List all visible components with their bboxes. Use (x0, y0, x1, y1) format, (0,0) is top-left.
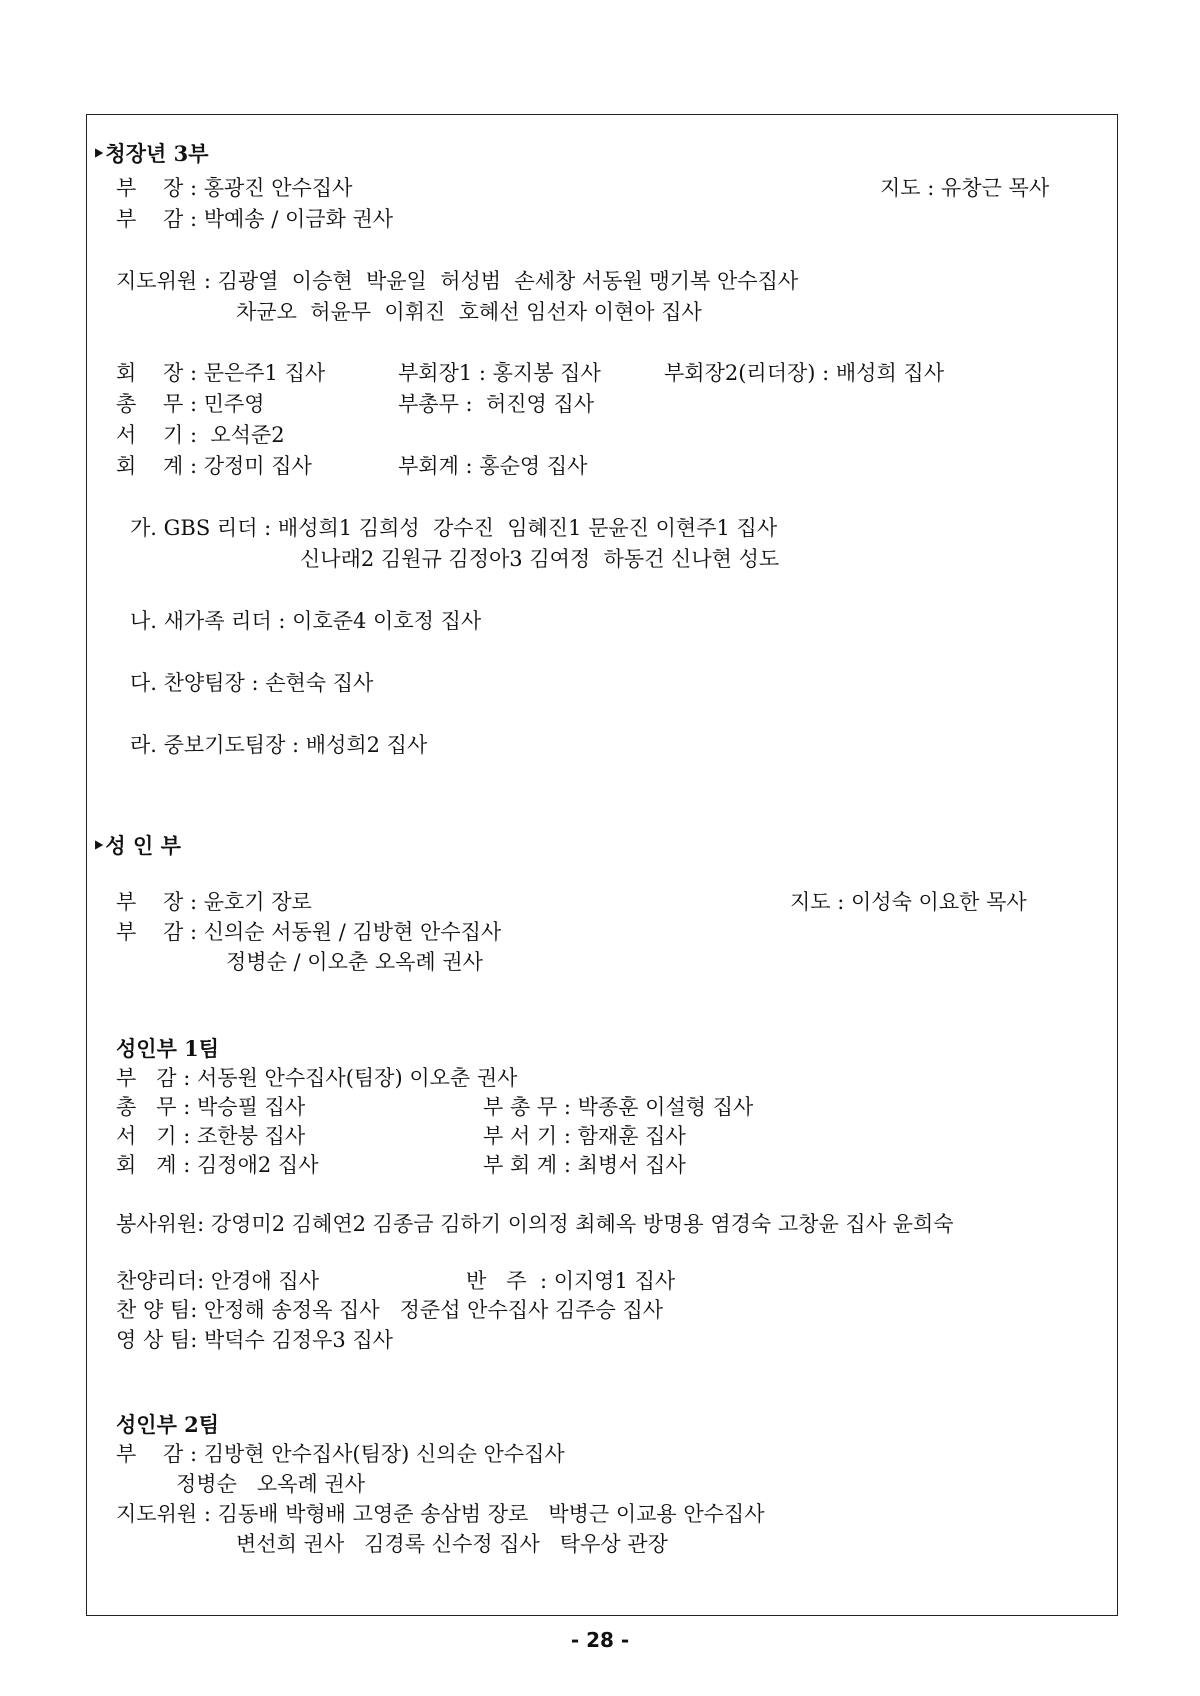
vice-president-1: 부회장1 : 홍지봉 집사 (398, 361, 601, 385)
adult-supervisor-line1: 부 감 : 신의순 서동원 / 김방현 안수집사 (116, 920, 502, 944)
team1-treasurer: 회 계 : 김정애2 집사 (116, 1153, 319, 1177)
advisors-line2: 차균오 허윤무 이휘진 호혜선 임선자 이현아 집사 (236, 300, 702, 324)
adult-pastor-guide: 지도 : 이성숙 이요한 목사 (790, 890, 1027, 914)
team1-video-team: 영 상 팀: 박덕수 김정우3 집사 (116, 1328, 393, 1352)
praise-team-leader: 다. 찬양팀장 : 손현숙 집사 (130, 671, 374, 695)
team2-advisors-line2: 변선희 권사 김경록 신수정 집사 탁우상 관장 (236, 1532, 668, 1556)
general-affairs: 총 무 : 민주영 (116, 392, 265, 416)
team1-service-members: 봉사위원: 강영미2 김혜연2 김종금 김하기 이의정 최혜옥 방명용 염경숙 고창윤 집사 윤희숙 (116, 1212, 954, 1236)
team1-praise-team: 찬 양 팀: 안정해 송정옥 집사 정준섭 안수집사 김주승 집사 (116, 1298, 664, 1322)
new-family-leaders: 나. 새가족 리더 : 이호준4 이호정 집사 (130, 609, 482, 633)
team1-vice-secretary: 부 서 기 : 함재훈 집사 (483, 1124, 686, 1148)
adult-supervisor-line2: 정병순 / 이오춘 오옥례 권사 (226, 950, 483, 974)
team1-secretary: 서 기 : 조한붕 집사 (116, 1124, 306, 1148)
treasurer: 회 계 : 강정미 집사 (116, 454, 312, 478)
page-frame (86, 114, 1118, 1616)
team1-vice-general-affairs: 부 총 무 : 박종훈 이설형 집사 (483, 1095, 754, 1119)
vice-general-affairs: 부총무 : 허진영 집사 (398, 392, 595, 416)
gbs-leaders-line2: 신나래2 김원규 김정아3 김여정 하동건 신나현 성도 (300, 547, 780, 571)
adult-dept-head: 부 장 : 윤호기 장로 (116, 890, 312, 914)
team1-general-affairs: 총 무 : 박승필 집사 (116, 1095, 306, 1119)
section-title-youth3: ‣청장년 3부 (92, 141, 209, 166)
team2-supervisor-line2: 정병순 오옥례 권사 (176, 1472, 365, 1496)
pastor-guide: 지도 : 유창근 목사 (880, 176, 1050, 200)
secretary: 서 기 : 오석준2 (116, 423, 285, 447)
dept-supervisor: 부 감 : 박예송 / 이금화 권사 (116, 207, 394, 231)
section-title-adult: ‣성 인 부 (92, 833, 181, 858)
intercession-team-leader: 라. 중보기도팀장 : 배성희2 집사 (130, 733, 428, 757)
team2-supervisor-line1: 부 감 : 김방현 안수집사(팀장) 신의순 안수집사 (116, 1442, 565, 1466)
team1-title: 성인부 1팀 (116, 1036, 220, 1061)
team1-vice-treasurer: 부 회 계 : 최병서 집사 (483, 1153, 686, 1177)
gbs-leaders-line1: 가. GBS 리더 : 배성희1 김희성 강수진 임혜진1 문윤진 이현주1 집사 (130, 516, 778, 540)
vice-president-2: 부회장2(리더장) : 배성희 집사 (664, 361, 944, 385)
advisors-line1: 지도위원 : 김광열 이승현 박윤일 허성범 손세창 서동원 맹기복 안수집사 (116, 269, 799, 293)
team1-praise-leader: 찬양리더: 안경애 집사 (116, 1269, 319, 1293)
page-number: - 28 - (570, 1628, 630, 1652)
team1-supervisor: 부 감 : 서동원 안수집사(팀장) 이오춘 권사 (116, 1066, 518, 1090)
team1-accompanist: 반 주 : 이지영1 집사 (466, 1269, 676, 1293)
team2-advisors-line1: 지도위원 : 김동배 박형배 고영준 송삼범 장로 박병근 이교용 안수집사 (116, 1502, 765, 1526)
president: 회 장 : 문은주1 집사 (116, 361, 326, 385)
vice-treasurer: 부회계 : 홍순영 집사 (398, 454, 588, 478)
team2-title: 성인부 2팀 (116, 1412, 220, 1437)
dept-head: 부 장 : 홍광진 안수집사 (116, 176, 353, 200)
